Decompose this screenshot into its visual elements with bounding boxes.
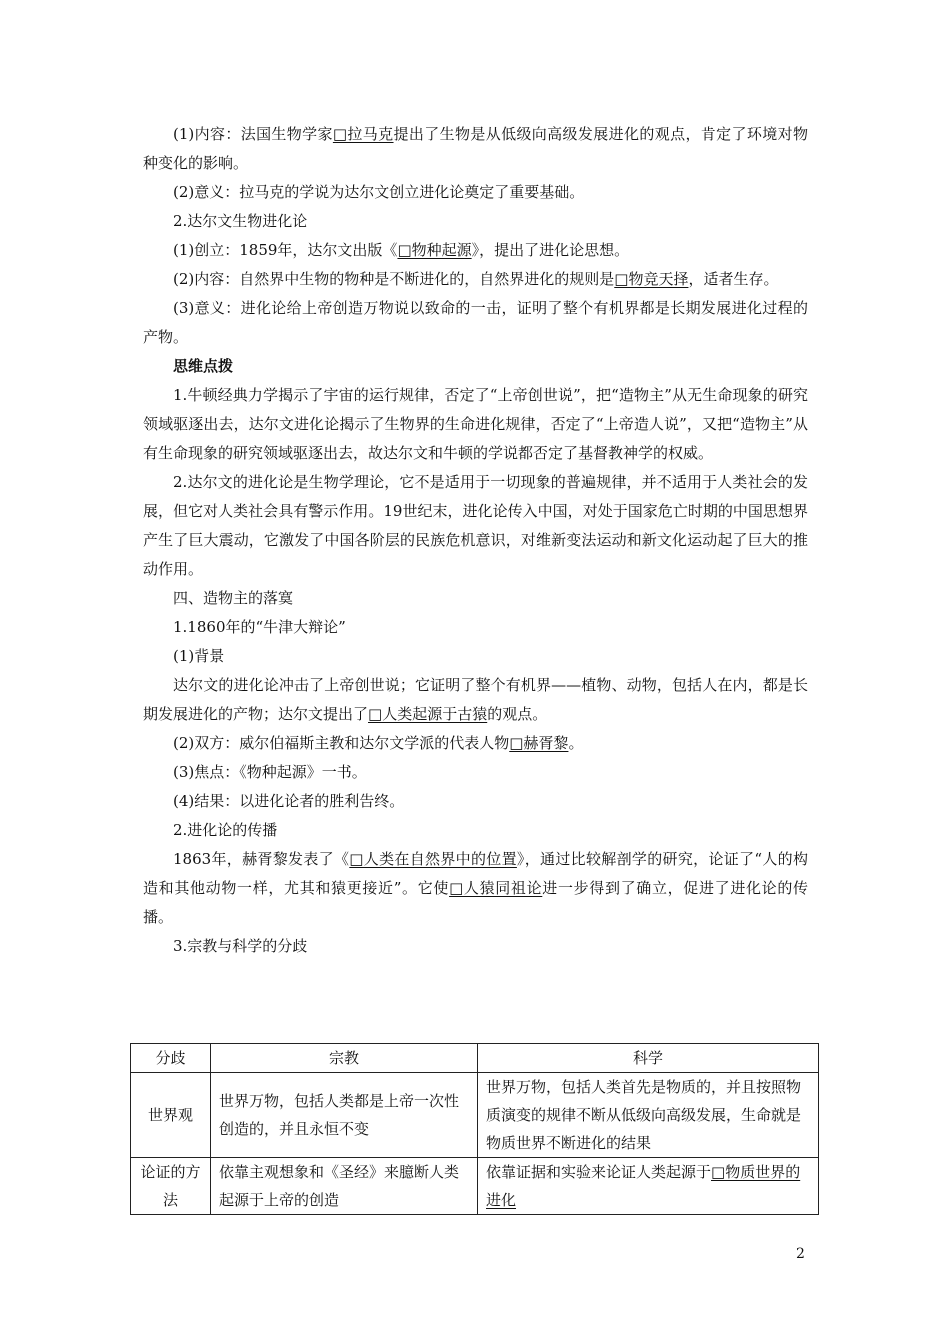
text: 进一步得到了确立，促进了进化论的传播。 <box>143 879 808 926</box>
paragraph-result: (4)结果：以进化论者的胜利告终。 <box>173 792 405 810</box>
header-science: 科学 <box>478 1044 819 1073</box>
answer-blank: □人类在自然界中的位置 <box>349 850 517 868</box>
answer-blank: □物质世界的进化 <box>486 1163 801 1209</box>
text: 依靠证据和实验来论证人类起源于 <box>486 1163 712 1181</box>
answer-blank: □赫胥黎 <box>509 734 569 752</box>
row-label-method: 论证的方法 <box>131 1158 211 1215</box>
section-4-heading: 四、造物主的落寞 <box>173 589 294 607</box>
background-heading: (1)背景 <box>173 647 225 665</box>
paragraph-darwin-meaning: (3)意义：进化论给上帝创造万物说以致命的一击，证明了整个有机界都是长期发展进化过程的产物。 <box>143 299 808 346</box>
paragraph-darwin-founding <box>143 236 808 265</box>
text: 。 <box>568 734 584 752</box>
cell-religion-worldview: 世界万物，包括人类都是上帝一次性创造的，并且永恒不变 <box>211 1073 478 1158</box>
text: (2)双方：威尔伯福斯主教和达尔文学派的代表人物 <box>173 734 510 752</box>
text: (2)内容：自然界中生物的物种是不断进化的，自然界进化的规则是 <box>173 270 615 288</box>
text: (1)创立：1859年，达尔文出版《 <box>173 241 398 259</box>
answer-blank: □人类起源于古猿 <box>368 705 488 723</box>
page-number: 2 <box>796 1246 805 1262</box>
body-text <box>143 120 808 961</box>
table-header-row <box>131 1044 819 1073</box>
answer-blank: □物竞天择 <box>614 270 689 288</box>
table-row <box>131 1158 819 1215</box>
paragraph-lamarck-meaning: (2)意义：拉马克的学说为达尔文创立进化论奠定了重要基础。 <box>173 183 585 201</box>
answer-blank: □拉马克 <box>332 125 394 143</box>
cell-science-method <box>478 1158 819 1215</box>
text: 的观点。 <box>487 705 548 723</box>
tip-1: 1.牛顿经典力学揭示了宇宙的运行规律，否定了“上帝创世说”，把“造物主”从无生命现象的研究领域驱逐出去，达尔文进化论揭示了生物界的生命进化规律，否定了“上帝造人说”，又把“造物主”从有生命现象的研究领域驱逐出去，故达尔文和牛顿的学说都否定了基督教神学的权威。 <box>143 386 808 462</box>
subheading-oxford-debate: 1.1860年的“牛津大辩论” <box>173 618 346 636</box>
header-divergence: 分歧 <box>131 1044 211 1073</box>
text: 》，提出了进化论思想。 <box>471 241 630 259</box>
comparison-table <box>130 1043 819 1215</box>
heading-darwin: 2.达尔文生物进化论 <box>173 212 308 230</box>
text: 》，通过比较解剖学的研究，论证了“人的构造和其他动物一样，尤其和猿更接近”。它使 <box>143 850 808 897</box>
row-label-worldview: 世界观 <box>131 1073 211 1158</box>
thinking-tips-heading: 思维点拨 <box>173 357 234 375</box>
paragraph-focus: (3)焦点：《物种起源》一书。 <box>173 763 367 781</box>
paragraph-darwin-content <box>143 265 808 294</box>
text: 达尔文的进化论冲击了上帝创世说；它证明了整个有机界——植物、动物，包括人在内，都是长期发展进化的产物；达尔文提出了 <box>143 676 808 723</box>
table-row <box>131 1073 819 1158</box>
paragraph-sides <box>143 729 808 758</box>
answer-blank: □物种起源 <box>397 241 472 259</box>
text: ，适者生存。 <box>688 270 779 288</box>
tip-2: 2.达尔文的进化论是生物学理论，它不是适用于一切现象的普遍规律，并不适用于人类社会的发展，但它对人类社会具有警示作用。19世纪末，进化论传入中国，对处于国家危亡时期的中国思想界产生了巨大震动，它激发了中国各阶层的民族危机意识，对维新变法运动和新文化运动起了巨大的推动作用。 <box>143 473 808 578</box>
cell-religion-method: 依靠主观想象和《圣经》来臆断人类起源于上帝的创造 <box>211 1158 478 1215</box>
text: (1)内容：法国生物学家 <box>173 125 333 143</box>
subheading-spread: 2.进化论的传播 <box>173 821 278 839</box>
text: 提出了生物是从低级向高级发展进化的观点，肯定了环境对物种变化的影响。 <box>143 125 808 172</box>
answer-blank: □人猿同祖论 <box>449 879 543 897</box>
paragraph-spread <box>143 845 808 932</box>
text: 1863年，赫胥黎发表了《 <box>173 850 350 868</box>
subheading-divergence: 3.宗教与科学的分歧 <box>173 937 308 955</box>
paragraph-background <box>143 671 808 729</box>
paragraph-lamarck-content <box>143 120 808 178</box>
cell-science-worldview: 世界万物，包括人类首先是物质的，并且按照物质演变的规律不断从低级向高级发展，生命就是物质世界不断进化的结果 <box>478 1073 819 1158</box>
header-religion: 宗教 <box>211 1044 478 1073</box>
